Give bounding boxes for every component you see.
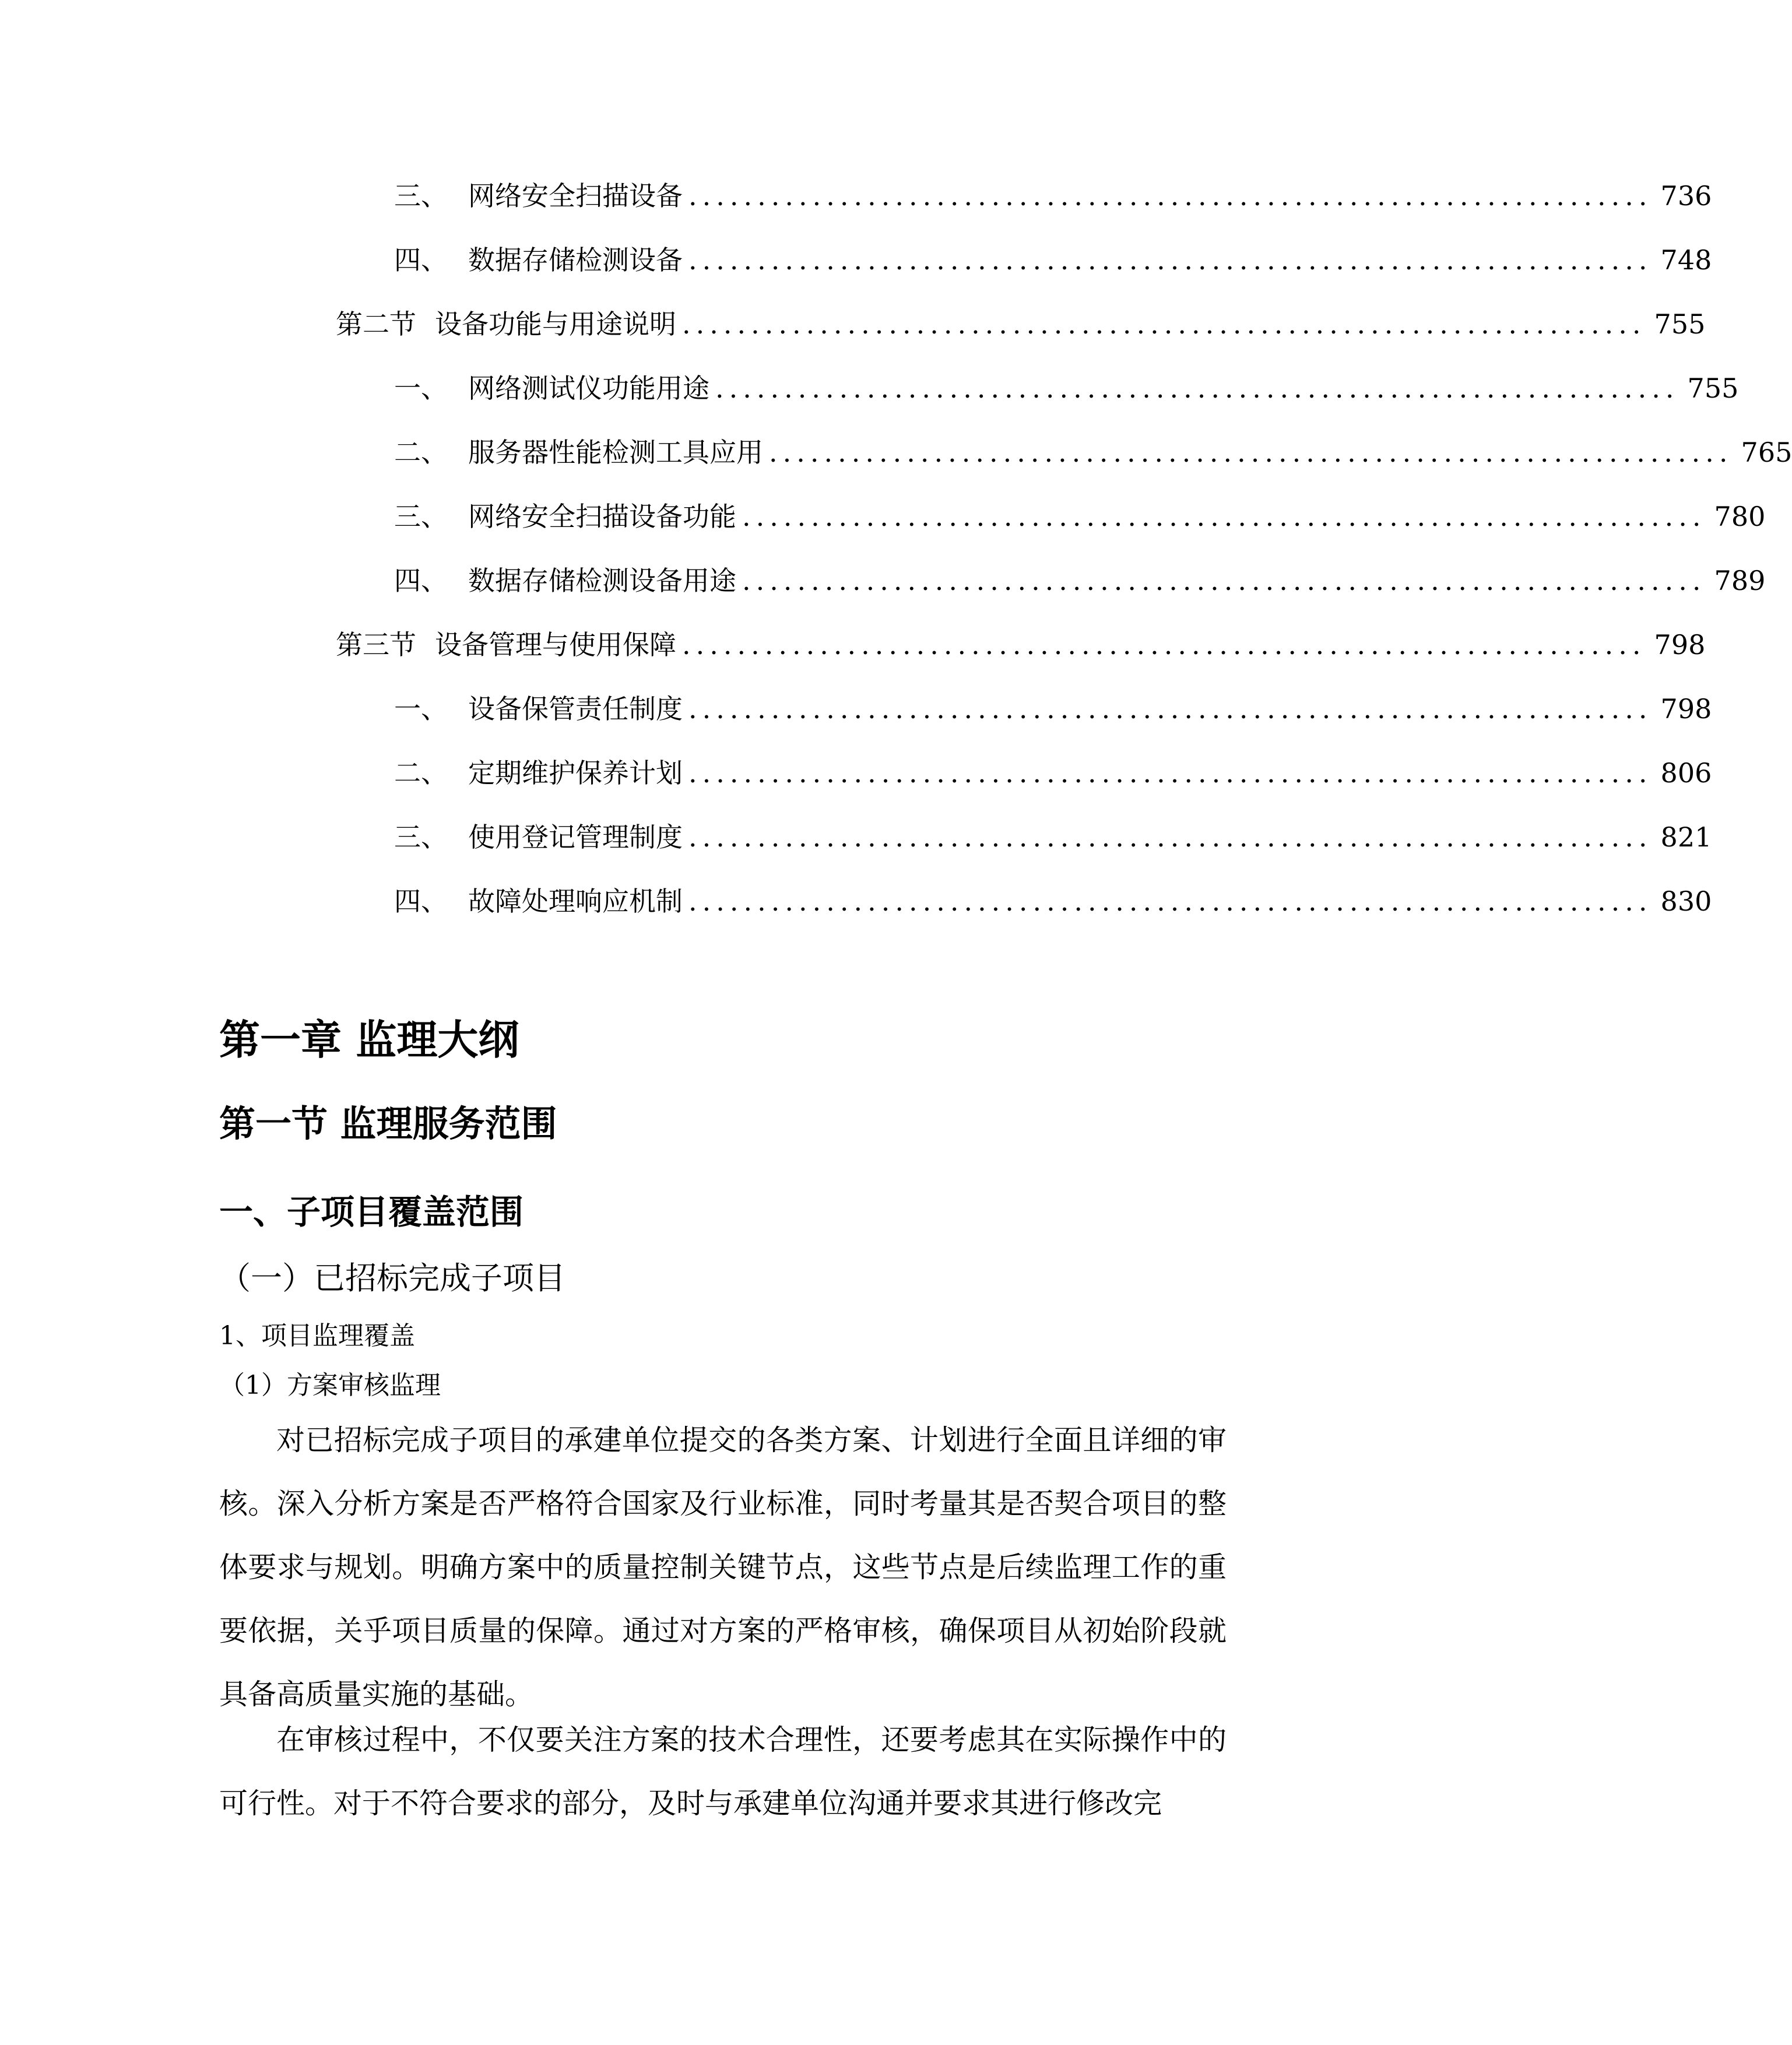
toc-entry[interactable] (394, 240, 1712, 280)
toc-entry-number: 二、 (394, 437, 448, 468)
subsubsection-title: （一）已招标完成子项目 (219, 1260, 565, 1296)
body-paragraph: 对已招标完成子项目的承建单位提交的各类方案、计划进行全面且详细的审核。深入分析方案是否严格符合国家及行业标准，同时考量其是否契合项目的整体要求与规划。明确方案中的质量控制关键节点，这些节点是后续监理工作的重要依据，关乎项目质量的保障。通过对方案的严格审核，确保项目从初始阶段就具备高质量实施的基础。 (219, 1424, 1227, 1711)
toc-entry-page: 830 (1660, 886, 1712, 917)
toc-leader-dots: ...................................................................... (688, 886, 1653, 917)
toc-entry[interactable] (394, 753, 1712, 793)
toc-entry-number: 二、 (394, 757, 448, 789)
toc-entry-title: 故障处理响应机制 (468, 886, 683, 917)
toc-entry[interactable] (394, 560, 1766, 601)
toc-entry-page: 806 (1660, 757, 1712, 789)
toc-entry-title: 数据存储检测设备用途 (468, 565, 736, 596)
toc-entry-title: 设备功能与用途说明 (435, 308, 676, 340)
toc-entry[interactable] (394, 817, 1712, 858)
toc-entry-number: 四、 (394, 886, 448, 917)
toc-entry-title: 使用登记管理制度 (468, 821, 683, 853)
toc-entry-page: 780 (1714, 501, 1766, 532)
toc-leader-dots: ...................................................................... (688, 821, 1653, 853)
toc-leader-dots: ...................................................................... (688, 693, 1653, 725)
toc-entry-number: 三、 (394, 180, 448, 212)
toc-leader-dots: ...................................................................... (742, 565, 1706, 596)
chapter-title: 第一章 监理大纲 (219, 1016, 519, 1064)
toc-section-entry[interactable] (336, 304, 1706, 345)
toc-entry[interactable] (394, 175, 1712, 216)
toc-leader-dots: ...................................................................... (682, 308, 1646, 340)
toc-section-entry[interactable] (336, 624, 1706, 665)
toc-entry-title: 设备保管责任制度 (468, 693, 683, 725)
subitem-title: （1）方案审核监理 (219, 1371, 441, 1400)
toc-entry-title: 网络安全扫描设备功能 (468, 501, 736, 532)
toc-entry-page: 748 (1660, 244, 1712, 276)
toc-entry-number: 一、 (394, 693, 448, 725)
toc-entry-number: 三、 (394, 501, 448, 532)
toc-entry-title: 服务器性能检测工具应用 (468, 437, 763, 468)
toc-entry-title: 数据存储检测设备 (468, 244, 683, 276)
toc-entry-page: 736 (1660, 180, 1712, 212)
toc-entry[interactable] (394, 432, 1792, 473)
toc-leader-dots: ...................................................................... (688, 180, 1653, 212)
toc-section-number: 第三节 (336, 629, 416, 660)
toc-entry-number: 四、 (394, 565, 448, 596)
toc-entry-number: 三、 (394, 821, 448, 853)
toc-entry-page: 789 (1714, 565, 1766, 596)
toc-entry-number: 一、 (394, 373, 448, 404)
toc-section-number: 第二节 (336, 308, 416, 340)
toc-entry[interactable] (394, 688, 1712, 729)
toc-entry-title: 网络安全扫描设备 (468, 180, 683, 212)
toc-entry[interactable] (394, 368, 1739, 409)
toc-leader-dots: ...................................................................... (769, 437, 1733, 468)
toc-entry-title: 设备管理与使用保障 (435, 629, 676, 660)
toc-entry-page: 798 (1654, 629, 1706, 660)
toc-entry-page: 755 (1687, 373, 1739, 404)
toc-entry[interactable] (394, 881, 1712, 922)
toc-entry-page: 755 (1654, 308, 1706, 340)
toc-entry[interactable] (394, 496, 1766, 537)
toc-entry-page: 798 (1660, 693, 1712, 725)
toc-entry-page: 821 (1660, 821, 1712, 853)
toc-leader-dots: ...................................................................... (742, 501, 1706, 532)
toc-leader-dots: ...................................................................... (688, 244, 1653, 276)
toc-entry-title: 网络测试仪功能用途 (468, 373, 709, 404)
body-paragraph: 在审核过程中，不仅要关注方案的技术合理性，还要考虑其在实际操作中的可行性。对于不符合要求的部分，及时与承建单位沟通并要求其进行修改完 (219, 1723, 1227, 1820)
subsection-title: 一、子项目覆盖范围 (219, 1192, 524, 1232)
toc-entry-number: 四、 (394, 244, 448, 276)
toc-entry-title: 定期维护保养计划 (468, 757, 683, 789)
toc-leader-dots: ...................................................................... (688, 757, 1653, 789)
item-title: 1、项目监理覆盖 (219, 1321, 415, 1351)
toc-leader-dots: ...................................................................... (715, 373, 1679, 404)
toc-entry-page: 765 (1741, 437, 1792, 468)
section-title: 第一节 监理服务范围 (219, 1102, 557, 1145)
toc-leader-dots: ...................................................................... (682, 629, 1646, 660)
